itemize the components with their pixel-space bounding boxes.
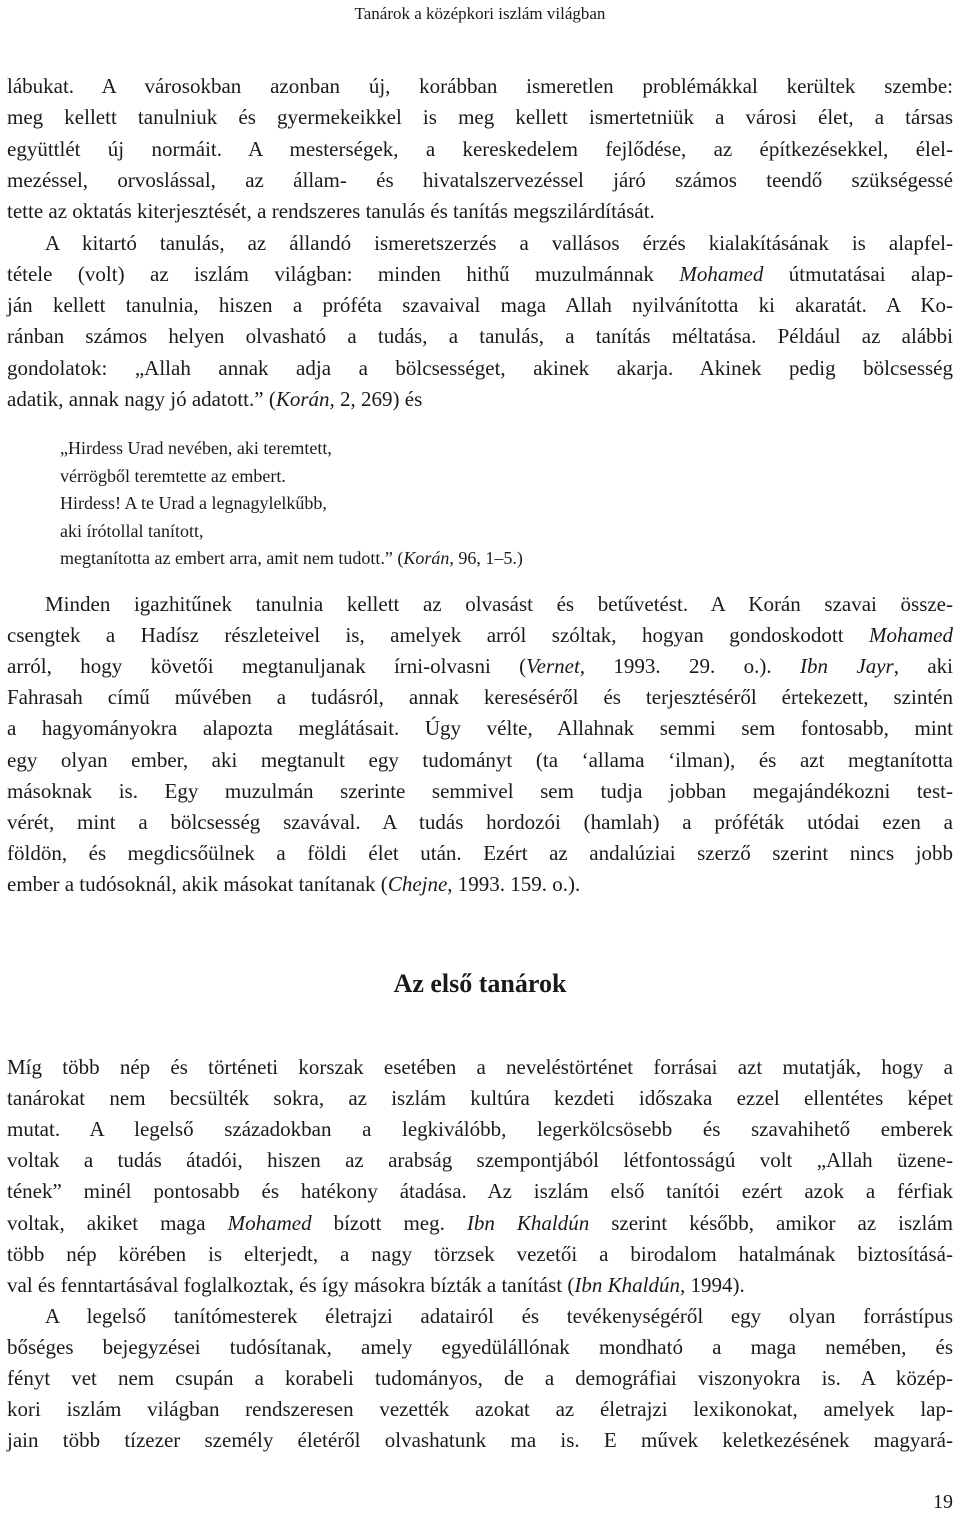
text-line — [7, 1393, 953, 1425]
text-line — [7, 101, 953, 133]
text-line — [7, 744, 953, 776]
text-line — [45, 588, 953, 620]
text-run: Míg több nép és történeti korszak esetében a neveléstörténet forrásai azt mutatják, hogy a — [7, 1055, 953, 1079]
italic-run: Korán — [403, 548, 450, 568]
quote-line — [60, 462, 920, 490]
italic-run: Mohamed — [227, 1210, 312, 1235]
text-run: tének” minél pontosabb és hatékony átadása. Az iszlám első tanítói ezért azok a férfiak — [7, 1179, 953, 1204]
text-line — [7, 164, 953, 196]
text-run: , aki — [893, 654, 953, 679]
text-run: Fahrasah című művében a tudásról, annak kereséséről és terjesztéséről értekezett, szintén — [7, 685, 953, 710]
text-run: szerint később, amikor az iszlám — [589, 1210, 953, 1235]
text-run: , 96, 1–5.) — [449, 548, 523, 568]
italic-run: Ibn Khaldún, — [574, 1272, 686, 1297]
text-run: földön, és megdicsőülnek a földi élet után. Ezért az andalúziai szerző szerint nincs jobb — [7, 840, 953, 865]
text-run: val és fenntartásával foglalkoztak, és így másokra bízták a tanítást ( — [7, 1272, 575, 1297]
text-line — [7, 1051, 953, 1083]
text-run: „Hirdess Urad nevében, aki teremtett, — [60, 438, 332, 458]
text-line — [7, 1238, 953, 1270]
text-line — [7, 868, 953, 900]
page-number: 19 — [933, 1491, 953, 1513]
text-run: bőséges bejegyzései tudósítanak, amely egyedülállónak mondható a maga nemében, és — [7, 1334, 953, 1359]
text-run: voltak a tudás átadói, hiszen az arabság szempontjából létfontosságú volt „Allah üzene- — [7, 1148, 953, 1173]
text-run: 2, 269) és — [334, 387, 423, 411]
text-run: bízott meg. — [311, 1210, 467, 1235]
italic-run: Ibn Jayr — [800, 654, 894, 679]
text-run: voltak, akiket maga — [7, 1210, 228, 1235]
text-line — [7, 1269, 953, 1301]
text-run: vérrögből teremtette az embert. — [60, 465, 286, 486]
text-run: mezéssel, orvoslással, az állam- és hivatalszervezéssel járó számos teendő szükségessé — [7, 167, 953, 192]
text-run: csengtek a Hadísz részleteivel is, amelyek arról szóltak, hogyan gondoskodott — [7, 623, 870, 648]
quote-line — [60, 434, 920, 462]
text-line — [7, 619, 953, 651]
text-run: jain több tízezer személy életéről olvashatunk ma is. E művek keletkezésének magyará- — [7, 1428, 953, 1453]
text-run: mutat. A legelső századokban a legkiválóbb, legerkölcsösebb és szavahihető emberek — [7, 1117, 953, 1142]
text-run: egy olyan ember, aki megtanult egy tudományt (ta ‘allama ‘ilman), és azt megtanította — [7, 747, 953, 772]
text-run: Minden igazhitűnek tanulnia kellett az olvasást és betűvetést. A Korán szavai össze- — [45, 592, 953, 616]
text-run: ember a tudósoknál, akik másokat tanítanak ( — [7, 871, 388, 896]
text-run: együttlét új normáit. A mesterségek, a kereskedelem fejlődése, az építkezésekkel, élel- — [7, 136, 953, 161]
text-run: lábukat. A városokban azonban új, korábban ismeretlen problémákkal kerültek szembe: — [7, 74, 953, 98]
text-run: , 1993. 159. o.). — [447, 871, 581, 896]
text-line — [7, 1207, 953, 1239]
text-line — [7, 1113, 953, 1145]
text-line — [7, 133, 953, 165]
text-line — [7, 775, 953, 807]
text-run: ránban számos helyen olvasható a tudás, a tanulás, a tanítás méltatása. Például az alábbi — [7, 324, 953, 349]
text-line — [7, 837, 953, 869]
running-header: Tanárok a középkori iszlám világban — [354, 4, 606, 23]
text-line — [7, 383, 953, 415]
text-line — [7, 712, 953, 744]
section-heading: Az első tanárok — [393, 969, 567, 998]
text-run: tette az oktatás kiterjesztését, a rendszeres tanulás és tanítás megszilárdítását. — [7, 199, 655, 224]
text-run: vérét, mint a bölcsesség szavával. A tudás hordozói (hamlah) a próféták utódai ezen a — [7, 809, 953, 834]
text-line — [7, 352, 953, 384]
text-line — [7, 1144, 953, 1176]
text-line — [7, 806, 953, 838]
italic-run: Vernet, — [526, 654, 586, 679]
quote-line — [60, 544, 920, 572]
text-run: adatik, annak nagy jó adatott.” ( — [7, 387, 276, 411]
italic-run: Korán, — [275, 387, 335, 411]
italic-run: Mohamed — [869, 623, 953, 648]
text-run: fényt vet nem csupán a korabeli tudományos, de a demográfiai viszonyokra is. A közép- — [7, 1366, 953, 1390]
text-run: kori iszlám világban rendszeresen vezették azokat az életrajzi lexikonokat, amelyek lap- — [7, 1397, 953, 1422]
text-line — [7, 1175, 953, 1207]
text-line — [7, 289, 953, 321]
text-run: A kitartó tanulás, az állandó ismeretszerzés a vallásos érzés kialakításának is alapfel- — [45, 230, 953, 255]
text-run: A legelső tanítómesterek életrajzi adatairól és tevékenységéről egy olyan forrástípus — [45, 1303, 953, 1328]
quote-line — [60, 517, 920, 545]
text-run: megtanította az embert arra, amit nem tudott.” ( — [60, 548, 404, 568]
text-run: másoknak is. Egy muzulmán szerinte semmivel sem tudja jobban megajándékozni test- — [7, 778, 953, 803]
text-run: tanárokat nem becsülték sokra, az iszlám kultúra kezdeti időszaka ezzel ellentétes képet — [7, 1086, 953, 1111]
text-line — [45, 1300, 953, 1332]
text-run: ján kellett tanulnia, hiszen a próféta szavaival maga Allah nyilvánította ki akaratát. A Ko- — [7, 293, 953, 318]
text-run: a hagyományokra alapozta meglátásait. Úgy vélte, Allahnak semmi sem fontosabb, mint — [7, 716, 953, 741]
text-run: gondolatok: „Allah annak adja a bölcsességet, akinek akarja. Akinek pedig bölcsesség — [7, 355, 953, 380]
text-run: tétele (volt) az iszlám világban: minden hithű muzulmánnak — [7, 261, 680, 286]
text-run: Hirdess! A te Urad a legnagylelkűbb, — [60, 493, 327, 513]
italic-run: Chejne — [387, 871, 448, 896]
text-run: több nép körében is elterjedt, a nagy törzsek vezetői a birodalom hatalmának biztosításá- — [7, 1241, 953, 1266]
text-run: 1994). — [685, 1272, 745, 1297]
text-run: meg kellett tanulniuk és gyermekeikkel is meg kellett ismertetniük a városi élet, a társas — [7, 105, 953, 130]
text-line — [7, 258, 953, 290]
text-line — [7, 650, 953, 682]
text-run: arról, hogy követői megtanuljanak írni-olvasni ( — [7, 654, 527, 679]
quote-line — [60, 489, 920, 517]
text-line — [7, 320, 953, 352]
text-run: 1993. 29. o.). — [585, 654, 801, 679]
text-run: útmutatásai alap- — [763, 261, 953, 286]
text-line — [7, 1362, 953, 1394]
text-line — [7, 1424, 953, 1456]
text-line — [7, 681, 953, 713]
italic-run: Ibn Khaldún — [466, 1210, 590, 1235]
text-line — [7, 195, 953, 227]
text-line — [7, 70, 953, 102]
italic-run: Mohamed — [679, 261, 764, 286]
text-line — [45, 227, 953, 259]
text-run: aki írótollal tanított, — [60, 520, 204, 541]
text-line — [7, 1331, 953, 1363]
text-line — [7, 1082, 953, 1114]
